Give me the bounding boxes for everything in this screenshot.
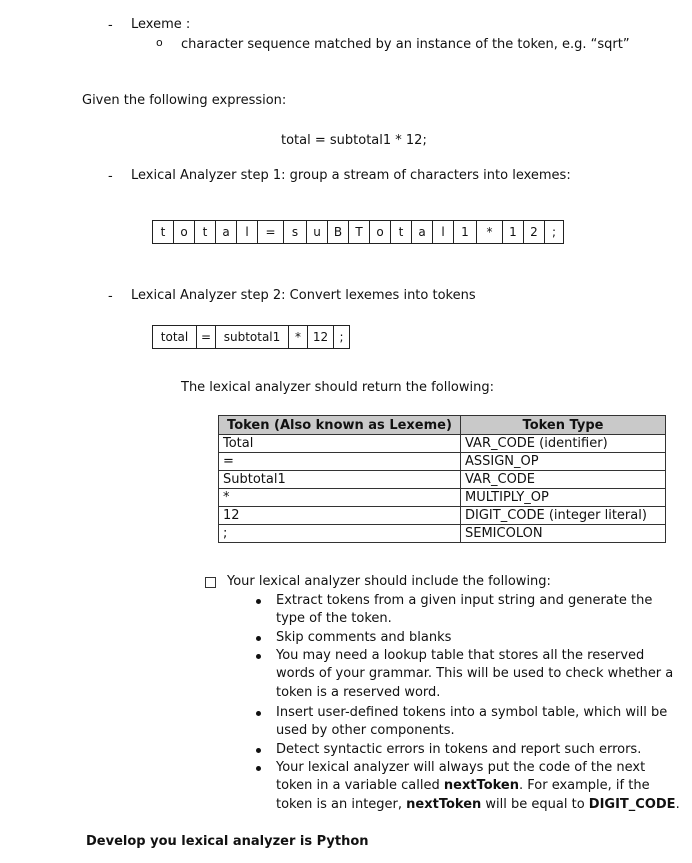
- requirement-text: . For example, if the: [519, 778, 650, 793]
- char-cell: *: [477, 221, 503, 243]
- bullet-icon: [256, 636, 261, 641]
- dash-bullet: -: [108, 289, 113, 304]
- type-cell: VAR_CODE: [461, 471, 666, 489]
- bullet-icon: [256, 711, 261, 716]
- char-cell: =: [258, 221, 284, 243]
- token-cell: Subtotal1: [219, 471, 461, 489]
- requirement-line: Extract tokens from a given input string and generate the: [276, 593, 653, 608]
- requirement-line: Skip comments and blanks: [276, 630, 452, 645]
- circle-bullet-icon: o: [156, 36, 163, 49]
- expression: total = subtotal1 * 12;: [281, 133, 427, 148]
- dash-bullet: -: [108, 169, 113, 184]
- footer-text: Develop you lexical analyzer is Python: [86, 834, 369, 849]
- lexeme-cell: *: [289, 326, 308, 348]
- char-cell: u: [307, 221, 328, 243]
- table-header-row: [219, 416, 666, 435]
- requirement-line: words of your grammar. This will be used to check whether a: [276, 666, 674, 681]
- given-text: Given the following expression:: [82, 93, 287, 108]
- requirement-line: used by other components.: [276, 723, 455, 738]
- checkbox-square-icon: [205, 577, 216, 588]
- char-cell: s: [284, 221, 307, 243]
- requirement-line: Your lexical analyzer will always put the code of the next: [276, 760, 646, 775]
- char-cell: t: [391, 221, 412, 243]
- step2-text: Lexical Analyzer step 2: Convert lexemes into tokens: [131, 288, 476, 303]
- requirements-intro: Your lexical analyzer should include the following:: [227, 574, 551, 589]
- lexeme-cell: =: [197, 326, 216, 348]
- bullet-icon: [256, 766, 261, 771]
- code-next-token: nextToken: [443, 778, 519, 793]
- char-cell: T: [349, 221, 370, 243]
- token-cell: 12: [219, 507, 461, 525]
- table-row: [219, 435, 666, 453]
- char-cell: t: [153, 221, 174, 243]
- char-cell: a: [216, 221, 237, 243]
- type-cell: SEMICOLON: [461, 525, 666, 543]
- char-cell: 1: [503, 221, 524, 243]
- requirement-line: token is a reserved word.: [276, 685, 441, 700]
- lexeme-stream: [152, 325, 350, 349]
- code-digit-code: DIGIT_CODE: [588, 797, 676, 812]
- code-next-token: nextToken: [406, 797, 482, 812]
- requirement-text: token in a variable called: [276, 778, 444, 793]
- requirement-line: [276, 796, 680, 814]
- step1-text: Lexical Analyzer step 1: group a stream of characters into lexemes:: [131, 168, 571, 183]
- table-row: [219, 453, 666, 471]
- char-cell: 2: [524, 221, 545, 243]
- dash-bullet: -: [108, 18, 113, 33]
- type-cell: ASSIGN_OP: [461, 453, 666, 471]
- type-cell: MULTIPLY_OP: [461, 489, 666, 507]
- lexeme-cell: subtotal1: [216, 326, 289, 348]
- requirement-line: You may need a lookup table that stores all the reserved: [276, 648, 645, 663]
- char-cell: o: [370, 221, 391, 243]
- char-cell: B: [328, 221, 349, 243]
- requirement-text: will be equal to: [481, 797, 589, 812]
- bullet-icon: [256, 654, 261, 659]
- requirement-line: [276, 777, 650, 795]
- token-cell: Total: [219, 435, 461, 453]
- header-token: Token (Also known as Lexeme): [219, 416, 461, 435]
- requirement-text: token is an integer,: [276, 797, 407, 812]
- bullet-icon: [256, 599, 261, 604]
- requirement-line: type of the token.: [276, 611, 392, 626]
- requirement-text: .: [675, 797, 680, 812]
- character-stream: [152, 220, 564, 244]
- token-cell: *: [219, 489, 461, 507]
- requirement-line: Insert user-defined tokens into a symbol table, which will be: [276, 705, 668, 720]
- type-cell: DIGIT_CODE (integer literal): [461, 507, 666, 525]
- token-cell: ;: [219, 525, 461, 543]
- table-row: [219, 489, 666, 507]
- char-cell: t: [195, 221, 216, 243]
- type-cell: VAR_CODE (identifier): [461, 435, 666, 453]
- char-cell: ;: [551, 225, 557, 239]
- table-row: [219, 507, 666, 525]
- char-cell: a: [412, 221, 433, 243]
- lexeme-cell: ;: [339, 330, 344, 344]
- bullet-icon: [256, 748, 261, 753]
- lexeme-definition: character sequence matched by an instance of the token, e.g. “sqrt”: [181, 37, 630, 52]
- char-cell: o: [174, 221, 195, 243]
- header-token-type: Token Type: [461, 416, 666, 435]
- lexeme-title: Lexeme :: [131, 17, 191, 32]
- return-text: The lexical analyzer should return the following:: [181, 380, 495, 395]
- requirement-line: Detect syntactic errors in tokens and report such errors.: [276, 742, 642, 757]
- char-cell: 1: [454, 221, 477, 243]
- char-cell: l: [433, 221, 454, 243]
- lexeme-cell: total: [153, 326, 197, 348]
- lexeme-cell: 12: [308, 326, 334, 348]
- token-table: [218, 415, 666, 543]
- token-cell: =: [219, 453, 461, 471]
- table-row: [219, 525, 666, 543]
- char-cell: l: [237, 221, 258, 243]
- table-row: [219, 471, 666, 489]
